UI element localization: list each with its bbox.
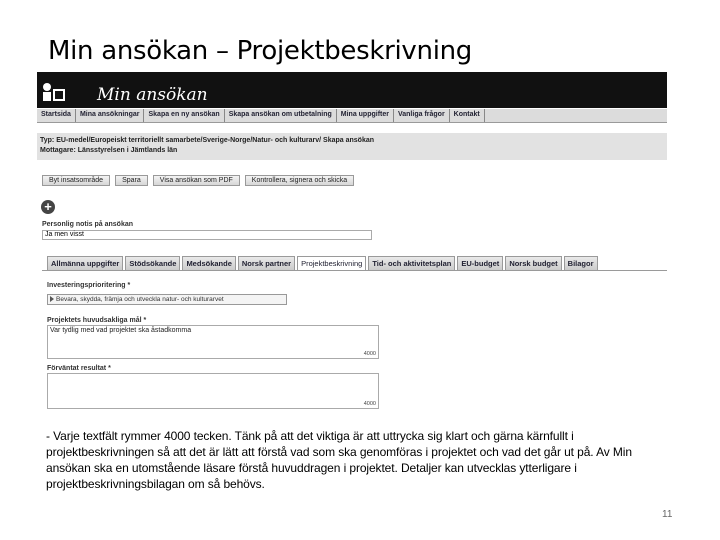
tab-projektbeskrivning[interactable]: Projektbeskrivning xyxy=(297,256,366,271)
menu-item-skapa-ny-ansokan[interactable]: Skapa en ny ansökan xyxy=(144,109,224,122)
tab-stodsokande[interactable]: Stödsökande xyxy=(125,256,180,271)
main-goal-value: Var tydlig med vad projektet ska åstadkomma xyxy=(50,327,192,334)
tab-norsk-partner[interactable]: Norsk partner xyxy=(238,256,295,271)
slide-bullet-text: - Varje textfält rymmer 4000 tecken. Tänk på att det viktiga är att uttrycka sig klart och gärna kärnfullt i projektbeskrivningen så att det är lätt att förstå vad som ska genomföras i projektet och vad det går ut på. Av Min ansökan ska en utomstående läsare förstå huvuddragen i projektet. Detaljer kan utvecklas ytterligare i projektbeskrivningsbilagan om så behövs. xyxy=(46,429,632,491)
menu-item-skapa-utbetalning[interactable]: Skapa ansökan om utbetalning xyxy=(225,109,337,122)
main-goal-label: Projektets huvudsakliga mål * xyxy=(47,317,147,324)
menu-item-vanliga-fragor[interactable]: Vanliga frågor xyxy=(394,109,450,122)
menu-item-startsida[interactable]: Startsida xyxy=(37,109,76,122)
show-pdf-button[interactable]: Visa ansökan som PDF xyxy=(153,175,240,186)
tab-norsk-budget[interactable]: Norsk budget xyxy=(505,256,561,271)
main-menu xyxy=(37,109,667,123)
plus-circle-icon[interactable]: + xyxy=(41,200,55,214)
save-button[interactable]: Spara xyxy=(115,175,148,186)
note-label: Personlig notis på ansökan xyxy=(42,221,134,228)
expected-result-textarea[interactable] xyxy=(47,373,379,409)
sign-send-button[interactable]: Kontrollera, signera och skicka xyxy=(245,175,354,186)
tab-tid-aktivitetsplan[interactable]: Tid- och aktivitetsplan xyxy=(368,256,455,271)
change-area-button[interactable]: Byt insatsområde xyxy=(42,175,110,186)
tab-medsokande[interactable]: Medsökande xyxy=(182,256,235,271)
main-goal-textarea[interactable] xyxy=(47,325,379,359)
app-brand: Min ansökan xyxy=(97,85,208,105)
application-info xyxy=(37,133,667,160)
application-screenshot xyxy=(37,72,667,412)
tab-divider xyxy=(42,270,667,271)
slide-title: Min ansökan – Projektbeskrivning xyxy=(48,36,473,66)
menu-item-mina-ansokningar[interactable]: Mina ansökningar xyxy=(76,109,145,122)
investment-priority-value: Bevara, skydda, främja och utveckla natur- och kulturarvet xyxy=(56,296,224,303)
menu-item-kontakt[interactable]: Kontakt xyxy=(450,109,485,122)
note-input[interactable]: Ja men visst xyxy=(42,230,372,240)
action-buttons xyxy=(42,175,354,186)
main-goal-counter: 4000 xyxy=(363,351,376,357)
page-number: 11 xyxy=(662,509,673,520)
application-recipient: Mottagare: Länsstyrelsen i Jämtlands län xyxy=(40,147,178,154)
tab-bar xyxy=(47,256,598,270)
application-type: Typ: EU-medel/Europeiskt territoriellt samarbete/Sverige-Norge/Natur- och kulturarv/ Skapa ansökan xyxy=(40,137,375,144)
user-card-icon xyxy=(43,83,65,103)
tab-bilagor[interactable]: Bilagor xyxy=(564,256,598,271)
expected-result-counter: 4000 xyxy=(363,401,376,407)
tab-allmanna-uppgifter[interactable]: Allmänna uppgifter xyxy=(47,256,123,271)
tab-eu-budget[interactable]: EU-budget xyxy=(457,256,503,271)
investment-priority-select[interactable] xyxy=(47,294,287,305)
investment-priority-label: Investeringsprioritering * xyxy=(47,282,131,289)
menu-item-mina-uppgifter[interactable]: Mina uppgifter xyxy=(337,109,394,122)
expected-result-label: Förväntat resultat * xyxy=(47,365,111,372)
app-banner xyxy=(37,72,667,108)
dropdown-arrow-icon xyxy=(50,296,54,302)
